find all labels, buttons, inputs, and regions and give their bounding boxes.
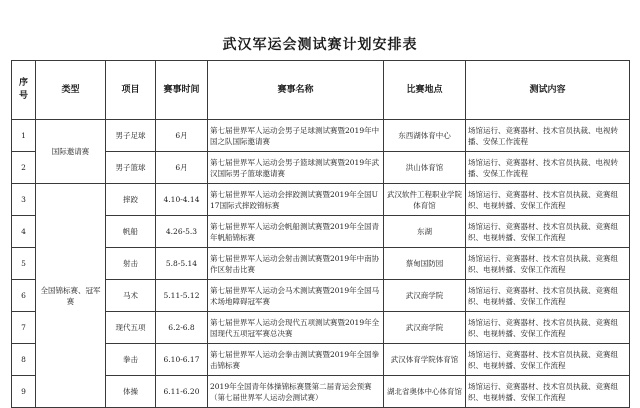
row-venue: 蔡甸国防园 (384, 248, 466, 280)
row-seq: 8 (12, 344, 36, 376)
table-row (12, 184, 630, 216)
row-venue: 东西湖体育中心 (384, 120, 466, 152)
type-cell-national: 全国锦标赛、冠军赛 (36, 184, 106, 408)
row-time: 6月 (156, 120, 208, 152)
row-name: 第七届世界军人运动会男子足球测试赛暨2019年中国之队国际邀请赛 (208, 120, 384, 152)
row-content: 场馆运行、竞赛器材、技术官员执裁、竞赛组织、电视转播、安保工作流程 (466, 344, 630, 376)
row-content: 场馆运行、竞赛器材、技术官员执裁、竞赛组织、电视转播、安保工作流程 (466, 280, 630, 312)
row-venue: 洪山体育馆 (384, 152, 466, 184)
row-time: 4.26-5.3 (156, 216, 208, 248)
row-seq: 1 (12, 120, 36, 152)
row-item: 摔跤 (106, 184, 156, 216)
row-time: 6.2-6.8 (156, 312, 208, 344)
row-venue: 武汉体育学院体育馆 (384, 344, 466, 376)
row-name: 第七届世界军人运动会男子篮球测试赛暨2019年武汉国际男子篮球邀请赛 (208, 152, 384, 184)
table-row (12, 120, 630, 152)
row-venue: 武汉软件工程职业学院体育馆 (384, 184, 466, 216)
row-time: 5.8-5.14 (156, 248, 208, 280)
row-seq: 3 (12, 184, 36, 216)
row-content: 场馆运行、竞赛器材、技术官员执裁、竞赛组织、电视转播、安保工作流程 (466, 376, 630, 408)
row-item: 帆船 (106, 216, 156, 248)
header-content: 测试内容 (466, 61, 630, 120)
row-time: 5.11-5.12 (156, 280, 208, 312)
header-name: 赛事名称 (208, 61, 384, 120)
header-time: 赛事时间 (156, 61, 208, 120)
header-venue: 比赛地点 (384, 61, 466, 120)
schedule-table (11, 60, 630, 408)
row-item: 马术 (106, 280, 156, 312)
row-seq: 2 (12, 152, 36, 184)
row-name: 第七届世界军人运动会帆船测试赛暨2019年全国青年帆船锦标赛 (208, 216, 384, 248)
row-name: 第七届世界军人运动会现代五项测试赛暨2019年全国现代五项冠军赛总决赛 (208, 312, 384, 344)
row-time: 6.11-6.20 (156, 376, 208, 408)
row-item: 体操 (106, 376, 156, 408)
row-venue: 武汉商学院 (384, 312, 466, 344)
type-cell-international: 国际邀请赛 (36, 120, 106, 184)
row-name: 第七届世界军人运动会拳击测试赛暨2019年全国拳击锦标赛 (208, 344, 384, 376)
row-time: 6.10-6.17 (156, 344, 208, 376)
row-name: 第七届世界军人运动会摔跤测试赛暨2019年全国U17国际式摔跤锦标赛 (208, 184, 384, 216)
row-venue: 湖北省奥体中心体育馆 (384, 376, 466, 408)
row-content: 场馆运行、竞赛器材、技术官员执裁、竞赛组织、电视转播、安保工作流程 (466, 312, 630, 344)
row-time: 4.10-4.14 (156, 184, 208, 216)
row-content: 场馆运行、竞赛器材、技术官员执裁、电视转播、安保工作流程 (466, 120, 630, 152)
row-name: 第七届世界军人运动会马术测试赛暨2019年全国马术场地障碍冠军赛 (208, 280, 384, 312)
row-seq: 6 (12, 280, 36, 312)
row-venue: 武汉商学院 (384, 280, 466, 312)
row-name: 第七届世界军人运动会射击测试赛暨2019年中南协作区射击比赛 (208, 248, 384, 280)
row-item: 现代五项 (106, 312, 156, 344)
row-item: 拳击 (106, 344, 156, 376)
row-item: 射击 (106, 248, 156, 280)
row-seq: 7 (12, 312, 36, 344)
header-seq-top: 序 (18, 78, 28, 88)
header-row (12, 61, 630, 120)
header-type: 类型 (36, 61, 106, 120)
row-venue: 东湖 (384, 216, 466, 248)
row-seq: 9 (12, 376, 36, 408)
header-seq (12, 61, 36, 120)
row-content: 场馆运行、竞赛器材、技术官员执裁、竞赛组织、电视转播、安保工作流程 (466, 248, 630, 280)
header-item: 项目 (106, 61, 156, 120)
row-seq: 5 (12, 248, 36, 280)
row-item: 男子足球 (106, 120, 156, 152)
header-seq-bottom: 号 (18, 91, 28, 101)
row-name: 2019年全国青年体操锦标赛暨第二届青运会预赛（第七届世界军人运动会测试赛） (208, 376, 384, 408)
row-item: 男子篮球 (106, 152, 156, 184)
row-content: 场馆运行、竞赛器材、技术官员执裁、竞赛组织、电视转播、安保工作流程 (466, 216, 630, 248)
row-time: 6月 (156, 152, 208, 184)
row-content: 场馆运行、竞赛器材、技术官员执裁、电视转播、安保工作流程 (466, 152, 630, 184)
page-title: 武汉军运会测试赛计划安排表 (222, 37, 418, 53)
row-content: 场馆运行、竞赛器材、技术官员执裁、竞赛组织、电视转播、安保工作流程 (466, 184, 630, 216)
row-seq: 4 (12, 216, 36, 248)
